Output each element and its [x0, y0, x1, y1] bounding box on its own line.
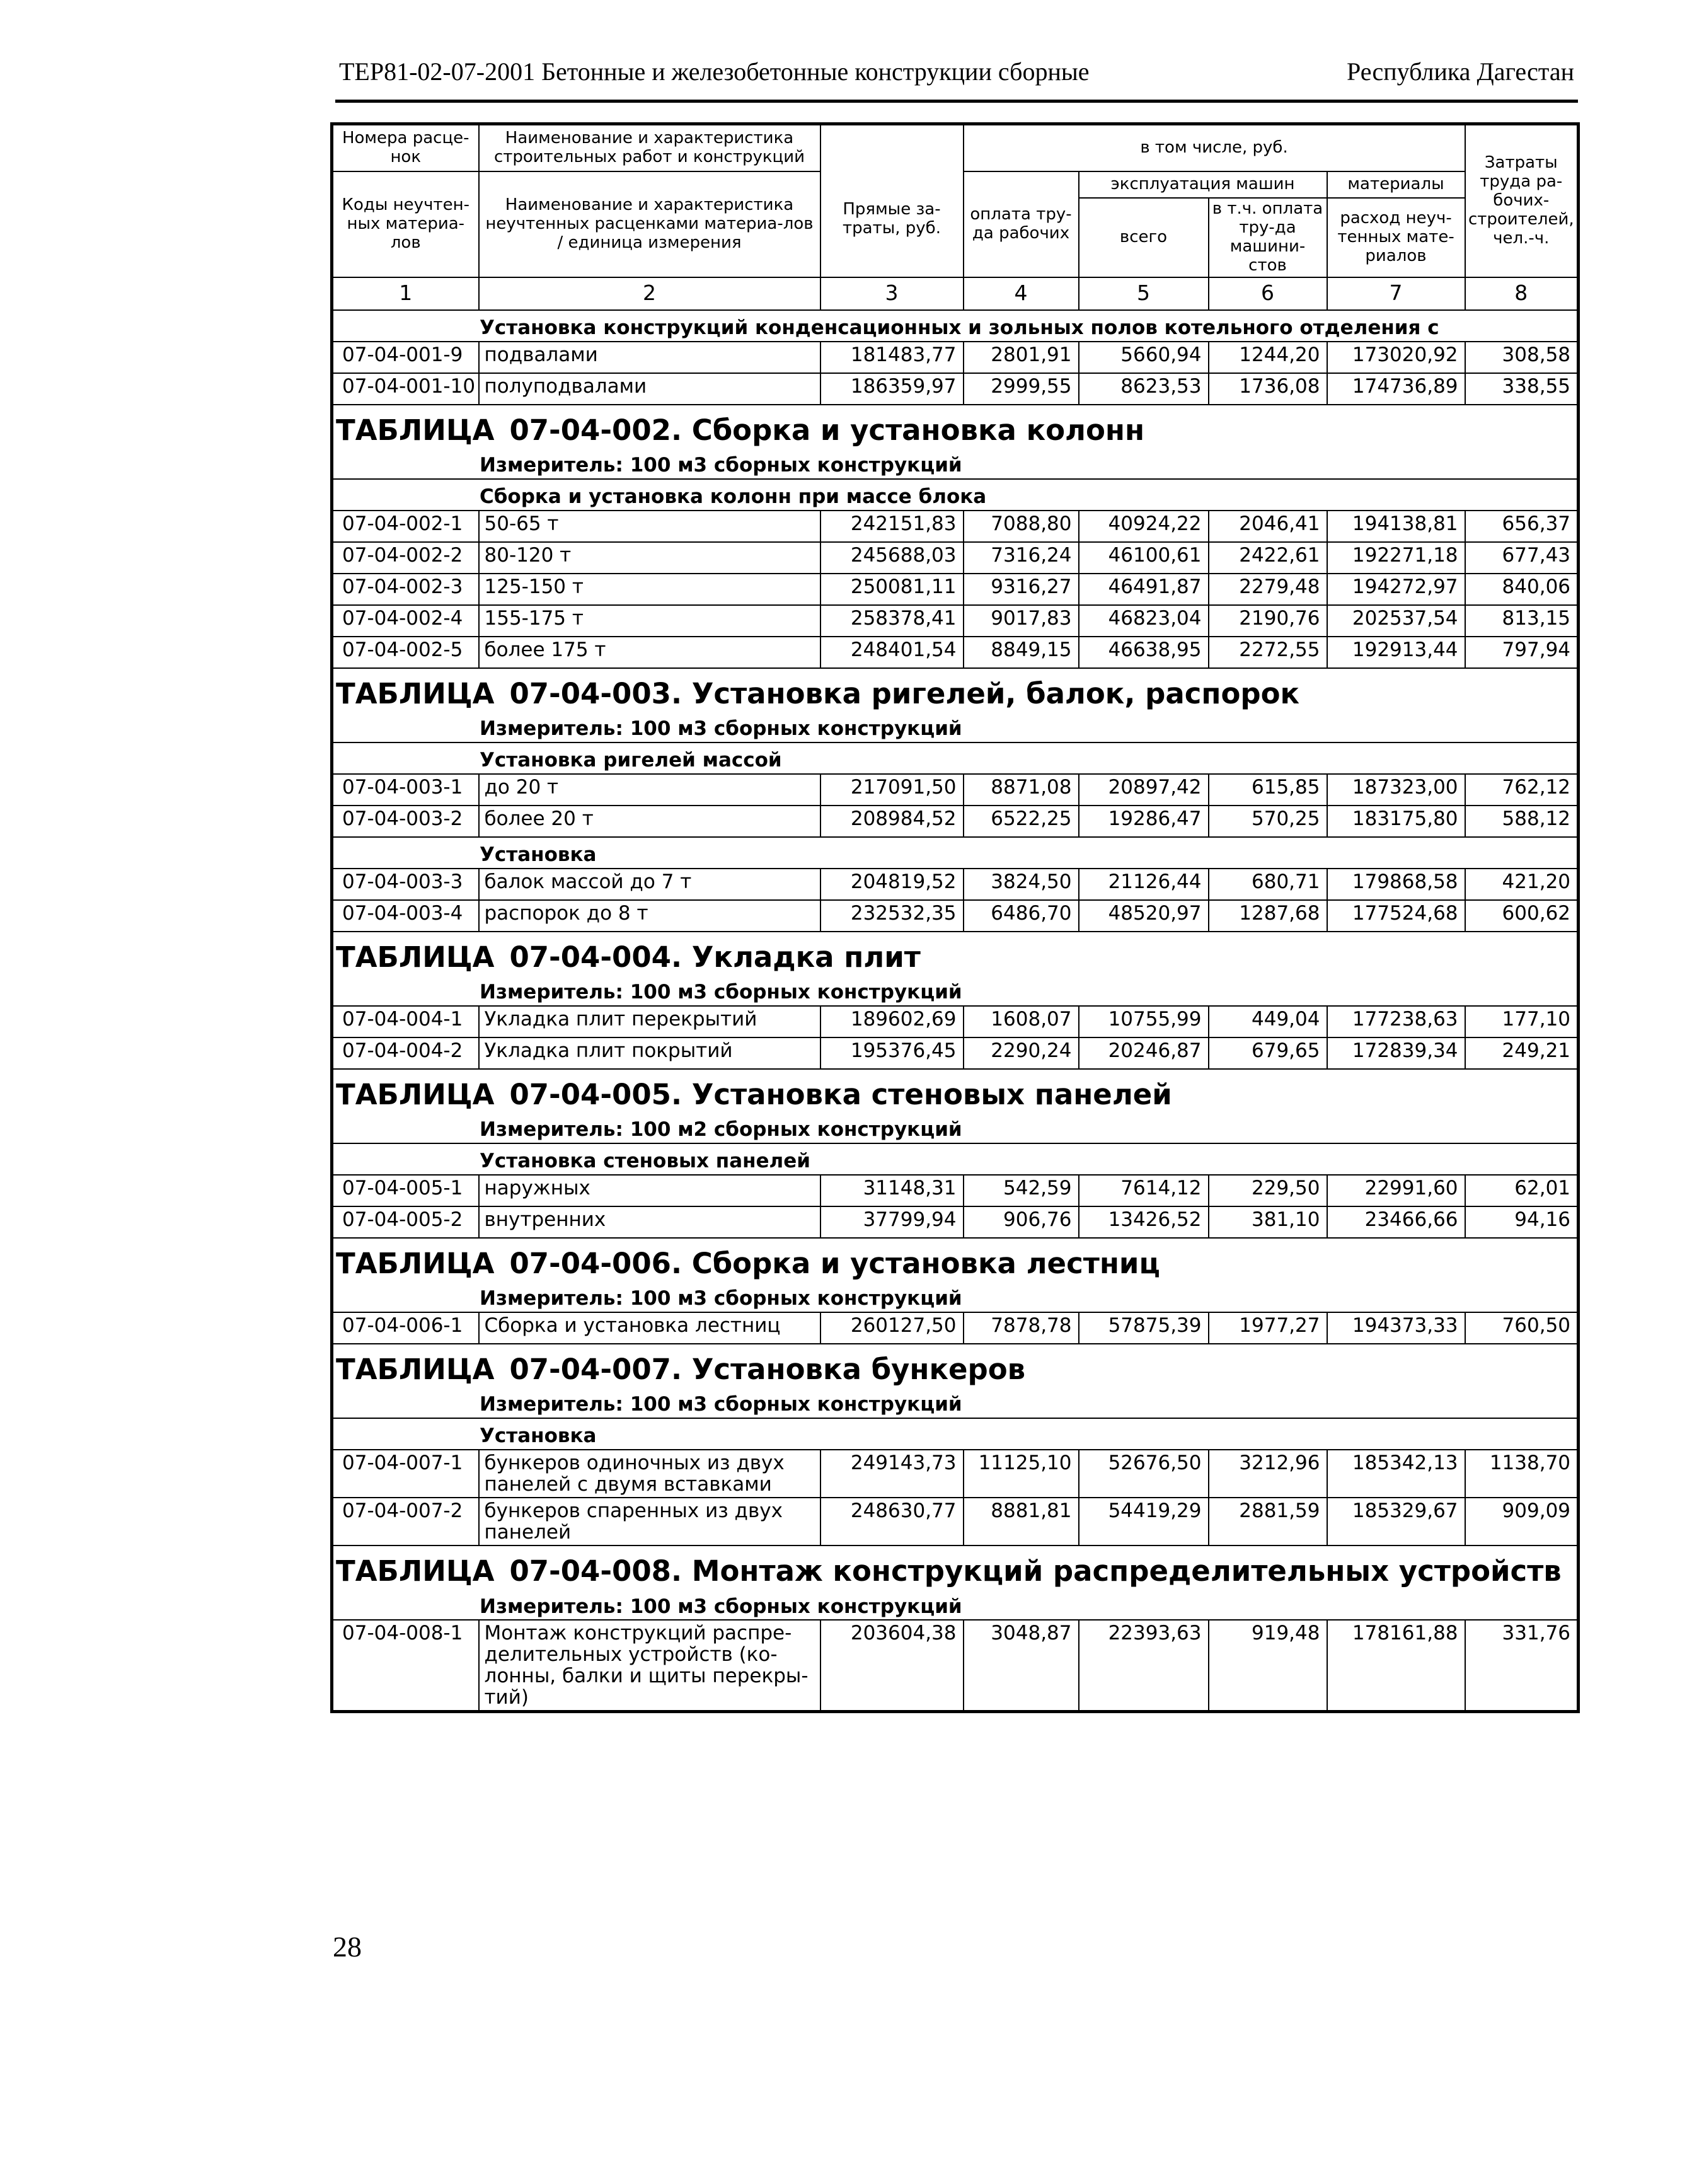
value-v7: 194272,97 [1327, 574, 1465, 605]
value-v6: 2422,61 [1209, 542, 1327, 574]
col-number: 2 [479, 277, 820, 310]
value-v4: 8871,08 [964, 774, 1079, 806]
group-row-label: Установка [332, 1418, 1579, 1450]
group-row [332, 837, 1579, 869]
group-row [332, 1143, 1579, 1175]
rate-code: 07-04-002-2 [332, 542, 479, 574]
head-col8: Затраты труда ра-бочих-строителей, чел.-ч. [1465, 124, 1579, 277]
rate-code: 07-04-004-2 [332, 1037, 479, 1069]
value-v6: 229,50 [1209, 1175, 1327, 1206]
value-v8: 909,09 [1465, 1498, 1579, 1546]
work-name: Укладка плит покрытий [479, 1037, 820, 1069]
group-row [332, 1418, 1579, 1450]
table-row [332, 1037, 1579, 1069]
rate-code: 07-04-001-9 [332, 342, 479, 373]
value-v8: 677,43 [1465, 542, 1579, 574]
value-v5: 8623,53 [1079, 373, 1209, 405]
head-materials: материалы [1327, 171, 1465, 198]
value-v3: 181483,77 [820, 342, 964, 373]
measure-row [332, 448, 1579, 479]
rate-code: 07-04-002-5 [332, 637, 479, 668]
value-v8: 656,37 [1465, 511, 1579, 542]
running-header [335, 49, 1578, 103]
measure-label: Измеритель: 100 м3 сборных конструкций [332, 448, 1579, 479]
table-title-prefix: ТАБЛИЦА [336, 940, 495, 974]
measure-row [332, 1387, 1579, 1418]
table-title-row [332, 1238, 1579, 1281]
table-row [332, 1206, 1579, 1238]
table-title-prefix: ТАБЛИЦА [336, 677, 495, 711]
value-v5: 13426,52 [1079, 1206, 1209, 1238]
value-v7: 185329,67 [1327, 1498, 1465, 1546]
value-v5: 21126,44 [1079, 869, 1209, 900]
work-name: Укладка плит перекрытий [479, 1006, 820, 1037]
value-v7: 183175,80 [1327, 806, 1465, 837]
value-v5: 46491,87 [1079, 574, 1209, 605]
group-row-label: Установка стеновых панелей [332, 1143, 1579, 1175]
table-title-row [332, 668, 1579, 712]
value-v6: 1287,68 [1209, 900, 1327, 932]
table-title-row [332, 932, 1579, 975]
table-row [332, 542, 1579, 574]
table-row [332, 1312, 1579, 1344]
value-v6: 2272,55 [1209, 637, 1327, 668]
value-v5: 48520,97 [1079, 900, 1209, 932]
value-v7: 187323,00 [1327, 774, 1465, 806]
value-v3: 232532,35 [820, 900, 964, 932]
value-v4: 1608,07 [964, 1006, 1079, 1037]
table-title-row [332, 1546, 1579, 1589]
value-v3: 37799,94 [820, 1206, 964, 1238]
value-v5: 22393,63 [1079, 1620, 1209, 1712]
value-v8: 62,01 [1465, 1175, 1579, 1206]
head-incl: в том числе, руб. [964, 124, 1465, 172]
value-v7: 192271,18 [1327, 542, 1465, 574]
work-name: внутренних [479, 1206, 820, 1238]
value-v5: 19286,47 [1079, 806, 1209, 837]
value-v4: 542,59 [964, 1175, 1079, 1206]
table-title-prefix: ТАБЛИЦА [336, 1353, 495, 1387]
value-v5: 54419,29 [1079, 1498, 1209, 1546]
value-v7: 23466,66 [1327, 1206, 1465, 1238]
measure-row [332, 712, 1579, 742]
value-v8: 760,50 [1465, 1312, 1579, 1344]
head-machines: эксплуатация машин [1079, 171, 1327, 198]
value-v4: 9017,83 [964, 605, 1079, 637]
value-v3: 195376,45 [820, 1037, 964, 1069]
value-v8: 331,76 [1465, 1620, 1579, 1712]
price-table [330, 122, 1580, 1713]
value-v6: 615,85 [1209, 774, 1327, 806]
value-v3: 248401,54 [820, 637, 964, 668]
measure-label: Измеритель: 100 м2 сборных конструкций [332, 1112, 1579, 1143]
value-v6: 1244,20 [1209, 342, 1327, 373]
value-v6: 570,25 [1209, 806, 1327, 837]
table-title-text: 07-04-006. Сборка и установка лестниц [509, 1247, 1160, 1281]
value-v4: 7316,24 [964, 542, 1079, 574]
rate-code: 07-04-001-10 [332, 373, 479, 405]
work-name: 80-120 т [479, 542, 820, 574]
head-col1-bottom: Коды неучтен-ных материа-лов [332, 171, 479, 277]
value-v3: 203604,38 [820, 1620, 964, 1712]
value-v6: 919,48 [1209, 1620, 1327, 1712]
value-v3: 189602,69 [820, 1006, 964, 1037]
value-v5: 5660,94 [1079, 342, 1209, 373]
table-title-prefix: ТАБЛИЦА [336, 1078, 495, 1112]
value-v5: 52676,50 [1079, 1450, 1209, 1498]
value-v4: 6486,70 [964, 900, 1079, 932]
table-title-text: 07-04-008. Монтаж конструкций распределительных устройств [509, 1554, 1562, 1588]
group-row-label: Установка [332, 837, 1579, 869]
work-name: подвалами [479, 342, 820, 373]
value-v5: 46638,95 [1079, 637, 1209, 668]
value-v8: 94,16 [1465, 1206, 1579, 1238]
col-number: 4 [964, 277, 1079, 310]
value-v6: 449,04 [1209, 1006, 1327, 1037]
value-v8: 1138,70 [1465, 1450, 1579, 1498]
table-title-text: 07-04-004. Укладка плит [509, 940, 921, 974]
table-row [332, 900, 1579, 932]
rate-code: 07-04-003-1 [332, 774, 479, 806]
work-name: Монтаж конструкций распре-делительных устройств (ко-лонны, балки и щиты перекры-тий) [479, 1620, 820, 1712]
value-v8: 249,21 [1465, 1037, 1579, 1069]
measure-row [332, 1112, 1579, 1143]
value-v7: 179868,58 [1327, 869, 1465, 900]
table-body [332, 310, 1579, 1712]
value-v4: 7878,78 [964, 1312, 1079, 1344]
head-col2-top: Наименование и характеристика строительных работ и конструкций [479, 124, 820, 172]
table-row [332, 1006, 1579, 1037]
head-col7: расход неуч-тенных мате-риалов [1327, 198, 1465, 277]
page-number: 28 [333, 1931, 362, 1963]
value-v7: 202537,54 [1327, 605, 1465, 637]
table-row [332, 511, 1579, 542]
value-v6: 2279,48 [1209, 574, 1327, 605]
value-v4: 2801,91 [964, 342, 1079, 373]
value-v3: 249143,73 [820, 1450, 964, 1498]
col-number: 7 [1327, 277, 1465, 310]
group-row [332, 479, 1579, 511]
value-v8: 600,62 [1465, 900, 1579, 932]
value-v5: 7614,12 [1079, 1175, 1209, 1206]
value-v7: 192913,44 [1327, 637, 1465, 668]
rate-code: 07-04-003-2 [332, 806, 479, 837]
table-title-text: 07-04-003. Установка ригелей, балок, распорок [509, 677, 1300, 711]
value-v7: 178161,88 [1327, 1620, 1465, 1712]
value-v3: 242151,83 [820, 511, 964, 542]
measure-label: Измеритель: 100 м3 сборных конструкций [332, 1281, 1579, 1312]
value-v8: 840,06 [1465, 574, 1579, 605]
value-v3: 204819,52 [820, 869, 964, 900]
table-row [332, 373, 1579, 405]
work-name: наружных [479, 1175, 820, 1206]
work-name: бункеров спаренных из двух панелей [479, 1498, 820, 1546]
value-v8: 177,10 [1465, 1006, 1579, 1037]
table-row [332, 637, 1579, 668]
work-name: до 20 т [479, 774, 820, 806]
table-title [332, 1069, 1579, 1112]
value-v3: 245688,03 [820, 542, 964, 574]
value-v3: 250081,11 [820, 574, 964, 605]
table-title-row [332, 405, 1579, 448]
rate-code: 07-04-003-3 [332, 869, 479, 900]
rate-code: 07-04-007-1 [332, 1450, 479, 1498]
measure-label: Измеритель: 100 м3 сборных конструкций [332, 975, 1579, 1006]
value-v7: 173020,92 [1327, 342, 1465, 373]
work-name: Сборка и установка лестниц [479, 1312, 820, 1344]
value-v4: 11125,10 [964, 1450, 1079, 1498]
value-v6: 2190,76 [1209, 605, 1327, 637]
value-v3: 258378,41 [820, 605, 964, 637]
value-v8: 308,58 [1465, 342, 1579, 373]
measure-row [332, 975, 1579, 1006]
value-v7: 185342,13 [1327, 1450, 1465, 1498]
col-number: 5 [1079, 277, 1209, 310]
head-col5: всего [1079, 198, 1209, 277]
rate-code: 07-04-008-1 [332, 1620, 479, 1712]
work-name: 125-150 т [479, 574, 820, 605]
rate-code: 07-04-004-1 [332, 1006, 479, 1037]
value-v6: 680,71 [1209, 869, 1327, 900]
work-name: балок массой до 7 т [479, 869, 820, 900]
value-v8: 338,55 [1465, 373, 1579, 405]
table-row [332, 1175, 1579, 1206]
table-title-text: 07-04-002. Сборка и установка колонн [509, 413, 1145, 448]
value-v3: 186359,97 [820, 373, 964, 405]
rate-code: 07-04-002-1 [332, 511, 479, 542]
col-number: 6 [1209, 277, 1327, 310]
measure-row [332, 1281, 1579, 1312]
head-col6: в т.ч. оплата тру-да машини-стов [1209, 198, 1327, 277]
value-v7: 22991,60 [1327, 1175, 1465, 1206]
table-row [332, 574, 1579, 605]
measure-label: Измеритель: 100 м3 сборных конструкций [332, 712, 1579, 742]
head-col3: Прямые за-траты, руб. [820, 124, 964, 277]
measure-row [332, 1589, 1579, 1620]
value-v5: 46100,61 [1079, 542, 1209, 574]
value-v6: 1977,27 [1209, 1312, 1327, 1344]
measure-label: Измеритель: 100 м3 сборных конструкций [332, 1589, 1579, 1620]
table-title [332, 932, 1579, 975]
table-title-row [332, 1069, 1579, 1112]
value-v8: 762,12 [1465, 774, 1579, 806]
value-v4: 7088,80 [964, 511, 1079, 542]
value-v6: 679,65 [1209, 1037, 1327, 1069]
value-v3: 217091,50 [820, 774, 964, 806]
table-title-prefix: ТАБЛИЦА [336, 1554, 495, 1588]
head-col4: оплата тру-да рабочих [964, 171, 1079, 277]
value-v4: 6522,25 [964, 806, 1079, 837]
table-title [332, 405, 1579, 448]
table-title-text: 07-04-005. Установка стеновых панелей [509, 1078, 1172, 1112]
table-title [332, 1238, 1579, 1281]
value-v4: 3824,50 [964, 869, 1079, 900]
value-v4: 3048,87 [964, 1620, 1079, 1712]
value-v6: 381,10 [1209, 1206, 1327, 1238]
value-v5: 57875,39 [1079, 1312, 1209, 1344]
work-name: 50-65 т [479, 511, 820, 542]
value-v4: 2999,55 [964, 373, 1079, 405]
head-col1-top: Номера расце-нок [332, 124, 479, 172]
value-v6: 1736,08 [1209, 373, 1327, 405]
rate-code: 07-04-007-2 [332, 1498, 479, 1546]
value-v3: 260127,50 [820, 1312, 964, 1344]
group-row-label: Установка ригелей массой [332, 742, 1579, 774]
measure-label: Измеритель: 100 м3 сборных конструкций [332, 1387, 1579, 1418]
value-v7: 172839,34 [1327, 1037, 1465, 1069]
group-row [332, 742, 1579, 774]
work-name: полуподвалами [479, 373, 820, 405]
value-v4: 9316,27 [964, 574, 1079, 605]
column-numbers-row [332, 277, 1579, 310]
document-title: ТЕР81-02-07-2001 Бетонные и железобетонные конструкции сборные [339, 57, 1090, 86]
table-row [332, 1498, 1579, 1546]
rate-code: 07-04-002-4 [332, 605, 479, 637]
work-name: более 175 т [479, 637, 820, 668]
value-v8: 421,20 [1465, 869, 1579, 900]
rate-code: 07-04-003-4 [332, 900, 479, 932]
col-number: 8 [1465, 277, 1579, 310]
value-v5: 46823,04 [1079, 605, 1209, 637]
value-v5: 20246,87 [1079, 1037, 1209, 1069]
value-v3: 248630,77 [820, 1498, 964, 1546]
value-v4: 8881,81 [964, 1498, 1079, 1546]
value-v7: 177524,68 [1327, 900, 1465, 932]
col-number: 3 [820, 277, 964, 310]
value-v5: 20897,42 [1079, 774, 1209, 806]
table-row [332, 774, 1579, 806]
table-row [332, 342, 1579, 373]
work-name: распорок до 8 т [479, 900, 820, 932]
work-name: 155-175 т [479, 605, 820, 637]
value-v3: 208984,52 [820, 806, 964, 837]
value-v4: 906,76 [964, 1206, 1079, 1238]
value-v8: 588,12 [1465, 806, 1579, 837]
region-name: Республика Дагестан [1347, 57, 1574, 86]
value-v7: 194138,81 [1327, 511, 1465, 542]
table-title [332, 1546, 1579, 1589]
value-v8: 813,15 [1465, 605, 1579, 637]
table-row [332, 1620, 1579, 1712]
table-row [332, 605, 1579, 637]
group-row [332, 310, 1579, 342]
value-v7: 194373,33 [1327, 1312, 1465, 1344]
value-v6: 2046,41 [1209, 511, 1327, 542]
value-v5: 10755,99 [1079, 1006, 1209, 1037]
group-row-label: Сборка и установка колонн при массе блока [332, 479, 1579, 511]
value-v5: 40924,22 [1079, 511, 1209, 542]
work-name: более 20 т [479, 806, 820, 837]
table-title-prefix: ТАБЛИЦА [336, 413, 495, 448]
table-row [332, 1450, 1579, 1498]
rate-code: 07-04-005-2 [332, 1206, 479, 1238]
work-name: бункеров одиночных из двух панелей с двумя вставками [479, 1450, 820, 1498]
table-title-prefix: ТАБЛИЦА [336, 1247, 495, 1281]
table-title [332, 668, 1579, 712]
table-title [332, 1344, 1579, 1387]
value-v8: 797,94 [1465, 637, 1579, 668]
group-row-label: Установка конструкций конденсационных и зольных полов котельного отделения с [332, 310, 1579, 342]
rate-code: 07-04-006-1 [332, 1312, 479, 1344]
value-v7: 177238,63 [1327, 1006, 1465, 1037]
value-v3: 31148,31 [820, 1175, 964, 1206]
rate-code: 07-04-005-1 [332, 1175, 479, 1206]
table-row [332, 869, 1579, 900]
table-title-text: 07-04-007. Установка бункеров [509, 1353, 1026, 1387]
table-title-row [332, 1344, 1579, 1387]
value-v6: 2881,59 [1209, 1498, 1327, 1546]
table-row [332, 806, 1579, 837]
value-v6: 3212,96 [1209, 1450, 1327, 1498]
value-v4: 2290,24 [964, 1037, 1079, 1069]
col-number: 1 [332, 277, 479, 310]
value-v4: 8849,15 [964, 637, 1079, 668]
rate-code: 07-04-002-3 [332, 574, 479, 605]
value-v7: 174736,89 [1327, 373, 1465, 405]
head-col2-bottom: Наименование и характеристика неучтенных расценками материа-лов / единица измерения [479, 171, 820, 277]
